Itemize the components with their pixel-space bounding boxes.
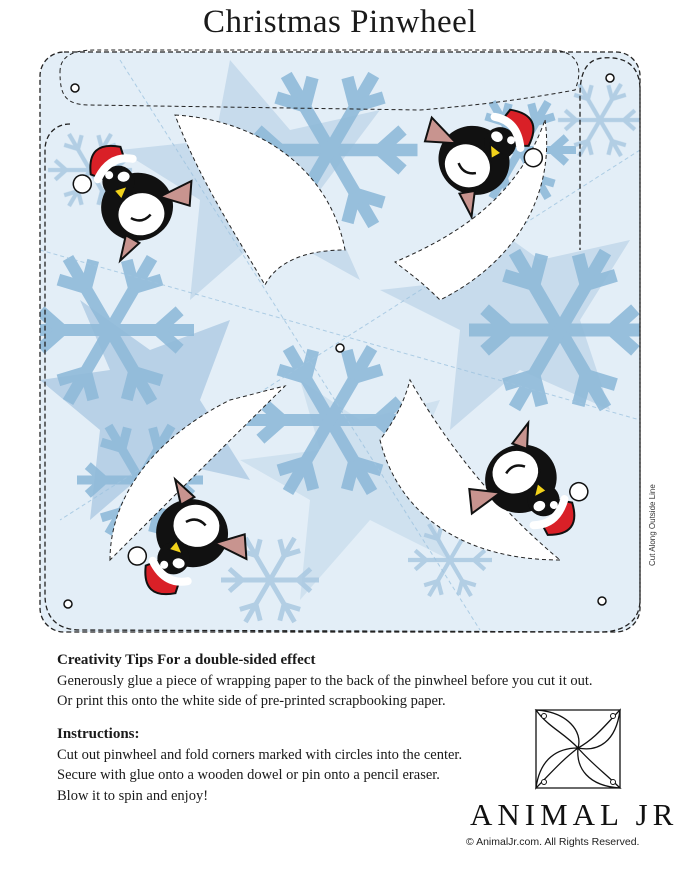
tips-heading: Creativity Tips For a double-sided effect — [57, 652, 316, 668]
tips-line-2: Or print this onto the white side of pre-printed scrapbooking paper. — [57, 693, 446, 709]
tips-line-1: Generously glue a piece of wrapping paper to the back of the pinwheel before you cut it out. — [57, 672, 593, 689]
instructions-line-2: Secure with glue onto a wooden dowel or pin onto a pencil eraser. — [57, 767, 440, 783]
instructions-line-3: Blow it to spin and enjoy! — [57, 787, 209, 804]
instructions-heading: Instructions: — [57, 726, 140, 742]
page-title: Christmas Pinwheel — [203, 4, 477, 40]
cut-note: Cut Along Outside Line — [648, 484, 657, 566]
instructions — [57, 724, 517, 806]
copyright: © AnimalJr.com. All Rights Reserved. — [466, 836, 640, 848]
instructions-line-1: Cut out pinwheel and fold corners marked with circles into the center. — [57, 746, 463, 763]
pinwheel-thumbnail-icon — [528, 702, 628, 797]
brand-logo: ANIMAL JR — [470, 797, 679, 832]
